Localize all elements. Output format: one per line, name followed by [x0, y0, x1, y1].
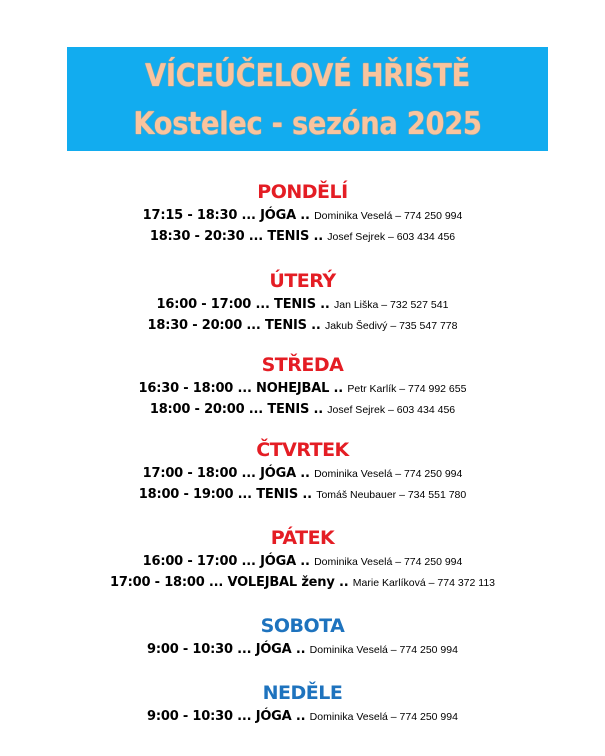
entry-contact: Petr Karlík – 774 992 655: [347, 383, 467, 395]
day-title: NEDĚLE: [262, 682, 343, 704]
separator: ..: [295, 554, 315, 569]
separator: ...: [242, 318, 265, 333]
separator: ...: [232, 642, 256, 657]
schedule-entry: [0, 293, 605, 314]
day-title: SOBOTA: [260, 615, 345, 637]
entry-contact: Dominika Veselá – 774 250 994: [309, 711, 458, 723]
entry-activity: TENIS: [267, 229, 310, 244]
schedule-entry: [0, 398, 605, 419]
separator: ..: [291, 709, 310, 724]
separator: ...: [233, 487, 257, 502]
schedule-entry: [0, 550, 605, 571]
entry-activity: JÓGA: [260, 554, 296, 569]
separator: ..: [298, 487, 317, 502]
day-title: PÁTEK: [270, 527, 335, 549]
entry-contact: Dominika Veselá – 774 250 994: [314, 556, 463, 568]
entry-contact: Dominika Veselá – 774 250 994: [314, 468, 463, 480]
day-section-saturday: [0, 614, 605, 659]
entry-activity: JÓGA: [255, 642, 292, 657]
separator: ...: [237, 554, 261, 569]
day-section-wednesday: [0, 353, 605, 419]
schedule-entry: [0, 314, 605, 335]
schedule-entry: [0, 377, 605, 398]
day-section-tuesday: [0, 269, 605, 335]
schedule-entry: [0, 483, 605, 504]
day-section-monday: [0, 180, 605, 246]
separator: ..: [315, 297, 334, 312]
day-section-thursday: [0, 438, 605, 504]
separator: ..: [309, 229, 328, 244]
separator: ..: [295, 466, 315, 481]
entry-activity: NOHEJBAL: [256, 381, 330, 396]
entry-time: 17:15 - 18:30: [142, 208, 238, 223]
day-title: PONDĚLÍ: [257, 181, 348, 203]
entry-activity: TENIS: [256, 487, 299, 502]
page-subtitle: Kostelec - sezóna 2025: [133, 106, 482, 142]
separator: ...: [232, 709, 256, 724]
separator: ..: [306, 318, 325, 333]
entry-time: 9:00 - 10:30: [147, 709, 233, 724]
header-banner: [67, 47, 548, 151]
entry-time: 18:30 - 20:00: [147, 318, 243, 333]
entry-contact: Tomáš Neubauer – 734 551 780: [316, 489, 467, 501]
entry-activity: JÓGA: [260, 466, 296, 481]
entry-activity: TENIS: [267, 402, 310, 417]
schedule-entry: [0, 462, 605, 483]
schedule-entry: [0, 638, 605, 659]
day-title: STŘEDA: [261, 354, 344, 376]
entry-time: 18:00 - 20:00: [149, 402, 245, 417]
schedule-entry: [0, 225, 605, 246]
schedule-entry: [0, 204, 605, 225]
entry-contact: Josef Sejrek – 603 434 456: [327, 231, 456, 243]
schedule-entry: [0, 571, 605, 592]
day-title: ČTVRTEK: [256, 439, 349, 461]
schedule-entry: [0, 705, 605, 726]
entry-contact: Dominika Veselá – 774 250 994: [314, 210, 463, 222]
separator: ...: [237, 466, 261, 481]
page-title: VÍCEÚČELOVÉ HŘIŠTĚ: [145, 58, 470, 94]
separator: ..: [291, 642, 310, 657]
separator: ..: [295, 208, 315, 223]
entry-activity: TENIS: [274, 297, 316, 312]
entry-activity: JÓGA: [260, 208, 296, 223]
separator: ...: [244, 402, 268, 417]
entry-time: 18:30 - 20:30: [149, 229, 245, 244]
separator: ...: [244, 229, 268, 244]
entry-activity: TENIS: [264, 318, 307, 333]
entry-time: 9:00 - 10:30: [147, 642, 233, 657]
entry-time: 18:00 - 19:00: [138, 487, 234, 502]
entry-contact: Jakub Šedivý – 735 547 778: [324, 320, 458, 332]
separator: ..: [309, 402, 328, 417]
separator: ...: [237, 208, 261, 223]
entry-time: 16:00 - 17:00: [156, 297, 252, 312]
day-section-sunday: [0, 681, 605, 726]
entry-activity: JÓGA: [255, 709, 292, 724]
separator: ...: [233, 381, 257, 396]
entry-time: 17:00 - 18:00: [142, 466, 238, 481]
entry-time: 17:00 - 18:00: [109, 575, 205, 590]
day-title: ÚTERÝ: [269, 270, 336, 292]
separator: ...: [251, 297, 275, 312]
entry-contact: Jan Liška – 732 527 541: [334, 299, 449, 311]
separator: ..: [329, 381, 348, 396]
entry-contact: Josef Sejrek – 603 434 456: [327, 404, 456, 416]
entry-time: 16:30 - 18:00: [138, 381, 234, 396]
entry-time: 16:00 - 17:00: [142, 554, 238, 569]
entry-contact: Marie Karlíková – 774 372 113: [352, 577, 496, 589]
separator: ...: [204, 575, 228, 590]
entry-contact: Dominika Veselá – 774 250 994: [309, 644, 458, 656]
entry-activity: VOLEJBAL ženy: [227, 575, 335, 590]
day-section-friday: [0, 526, 605, 592]
separator: ..: [334, 575, 353, 590]
